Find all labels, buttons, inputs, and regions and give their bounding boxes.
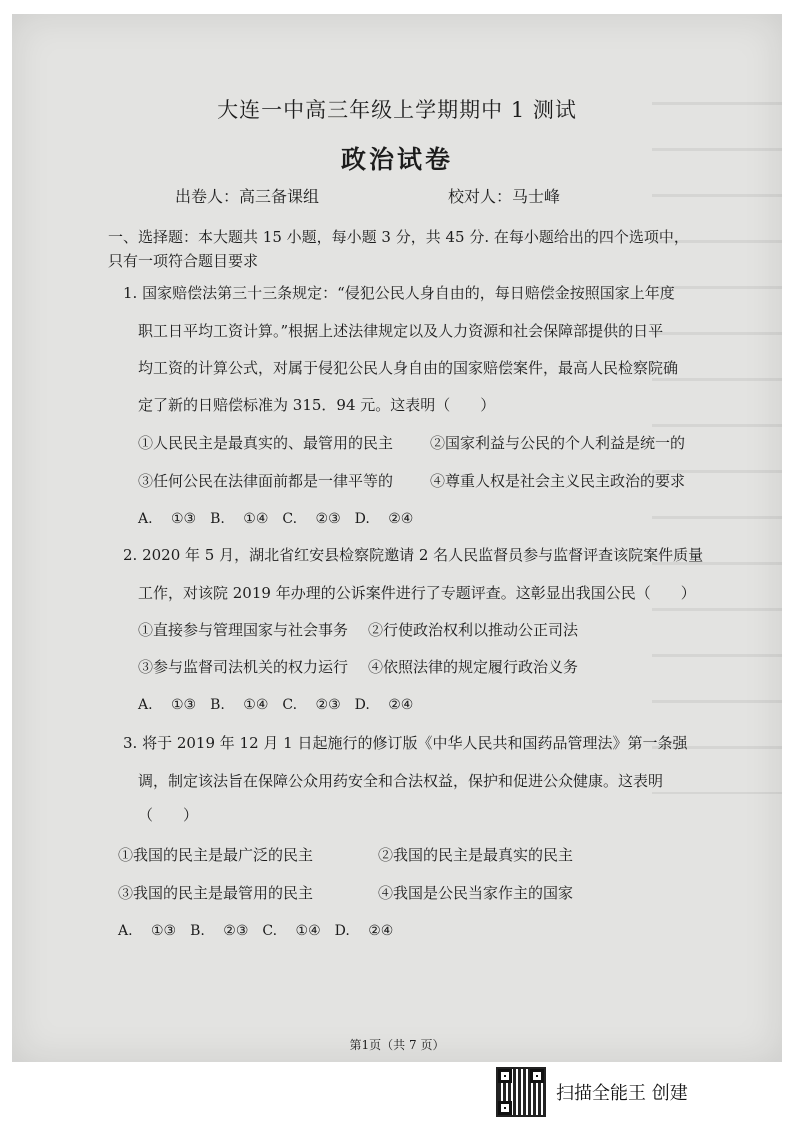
q3-stem-line3: （ ） xyxy=(138,806,199,824)
q1-choices: A. ①③ B. ①④ C. ②③ D. ②④ xyxy=(138,511,414,527)
author-line: 出卷人：高三备课组 xyxy=(175,187,320,206)
q3-stem-line1: 3. 将于 2019 年 12 月 1 日起施行的修订版《中华人民共和国药品管理法》第一条强 xyxy=(123,734,688,752)
q1-option-4: ④尊重人权是社会主义民主政治的要求 xyxy=(430,472,686,490)
proofreader-line: 校对人：马士峰 xyxy=(448,187,561,206)
q3-option-3: ③我国的民主是最管用的民主 xyxy=(118,884,314,902)
q1-option-3: ③任何公民在法律面前都是一律平等的 xyxy=(138,472,394,490)
exam-title: 大连一中高三年级上学期期中 1 测试 xyxy=(217,98,577,122)
q2-option-4: ④依照法律的规定履行政治义务 xyxy=(368,658,579,676)
qr-code-icon xyxy=(496,1067,546,1117)
watermark-text: 扫描全能王 创建 xyxy=(556,1083,688,1104)
q2-option-1: ①直接参与管理国家与社会事务 xyxy=(138,621,349,639)
q3-stem-line2: 调，制定该法旨在保障公众用药安全和合法权益，保护和促进公众健康。这表明 xyxy=(138,772,664,790)
q2-stem-line1: 2. 2020 年 5 月，湖北省红安县检察院邀请 2 名人民监督员参与监督评查该院案件质量 xyxy=(123,546,704,564)
q2-option-3: ③参与监督司法机关的权力运行 xyxy=(138,658,349,676)
page-footer: 第1页（共 7 页） xyxy=(349,1038,445,1052)
scanner-watermark xyxy=(496,1066,786,1118)
q3-option-4: ④我国是公民当家作主的国家 xyxy=(378,884,574,902)
q1-stem-line3: 均工资的计算公式，对属于侵犯公民人身自由的国家赔偿案件，最高人民检察院确 xyxy=(138,359,679,377)
q2-choices: A. ①③ B. ①④ C. ②③ D. ②④ xyxy=(138,697,414,713)
q1-option-1: ①人民民主是最真实的、最管用的民主 xyxy=(138,434,394,452)
scanned-page xyxy=(12,14,782,1062)
q1-option-2: ②国家利益与公民的个人利益是统一的 xyxy=(430,434,686,452)
q2-stem-line2: 工作，对该院 2019 年办理的公诉案件进行了专题评查。这彰显出我国公民（ ） xyxy=(138,584,696,602)
section-instructions-line1: 一、选择题：本大题共 15 小题，每小题 3 分，共 45 分. 在每小题给出的四个选项中， xyxy=(108,228,689,246)
q1-stem-line2: 职工日平均工资计算。”根据上述法律规定以及人力资源和社会保障部提供的日平 xyxy=(138,322,664,340)
q1-stem-line1: 1. 国家赔偿法第三十三条规定：“侵犯公民人身自由的，每日赔偿金按照国家上年度 xyxy=(123,284,675,302)
q3-choices: A. ①③ B. ②③ C. ①④ D. ②④ xyxy=(118,923,394,939)
section-instructions-line2: 只有一项符合题目要求 xyxy=(108,252,259,270)
q2-option-2: ②行使政治权利以推动公正司法 xyxy=(368,621,579,639)
q3-option-2: ②我国的民主是最真实的民主 xyxy=(378,846,574,864)
exam-subtitle: 政治试卷 xyxy=(340,145,453,174)
q3-option-1: ①我国的民主是最广泛的民主 xyxy=(118,846,314,864)
q1-stem-line4: 定了新的日赔偿标准为 315．94 元。这表明（ ） xyxy=(138,396,496,414)
